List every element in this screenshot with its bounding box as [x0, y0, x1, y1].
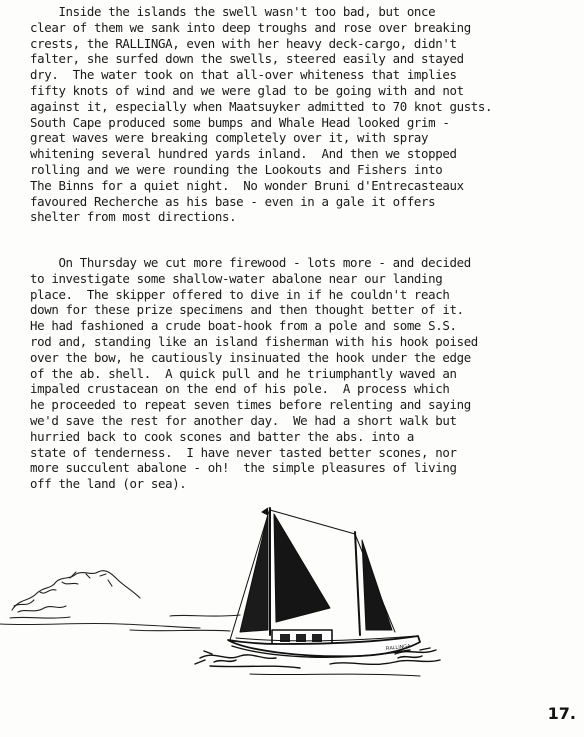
- boat-name: RALLINGA: [385, 643, 411, 652]
- paragraph-1: Inside the islands the swell wasn't too bad, but once clear of them we sank into deep troughs and rose over breaking crests, the RALLINGA, even with her heavy deck-cargo, didn't falter, she surfed down the swells, steered easily and stayed dry. The water took on that all-over whiteness that implies fifty knots of wind and we were glad to be going with and not against it, especially when Maatsuyker admitted to 70 knot gusts. South Cape produced some bumps and Whale Head looked grim - great waves were breaking completely over it, with spray whitening several hundred yards inland. And then we stopped rolling and we were rounding the Lookouts and Fishers into The Binns for a quiet night. No wonder Bruni d'Entrecasteaux favoured Recherche as his base - even in a gale it offers shelter from most directions.: [30, 4, 493, 225]
- boat: [228, 508, 420, 657]
- jib-sail: [240, 514, 268, 632]
- main-sail: [362, 540, 392, 630]
- island-sketch: [0, 571, 240, 631]
- paragraph-2: On Thursday we cut more firewood - lots more - and decided to investigate some shallow-water abalone near our landing place. The skipper offered to dive in if he couldn't reach down for these prize specimens and then thought better of it. He had fashioned a crude boat-hook from a pole and some S.S. rod and, standing like an island fisherman with his hook poised over the bow, he cautiously insinuated the hook under the edge of the ab. shell. A quick pull and he triumphantly waved an impaled crustacean on the end of his pole. A process which he proceeded to repeat seven times before relenting and saying we'd save the rest for another day. We had a short walk but hurried back to cook scones and batter the abs. into a state of tenderness. I have never tasted better scones, nor more succulent abalone - oh! the simple pleasures of living off the land (or sea).: [30, 255, 478, 492]
- mainmast: [355, 532, 360, 635]
- page-number: 17.: [547, 704, 576, 723]
- sailing-boat-illustration: [0, 490, 584, 710]
- fore-sail: [274, 514, 330, 622]
